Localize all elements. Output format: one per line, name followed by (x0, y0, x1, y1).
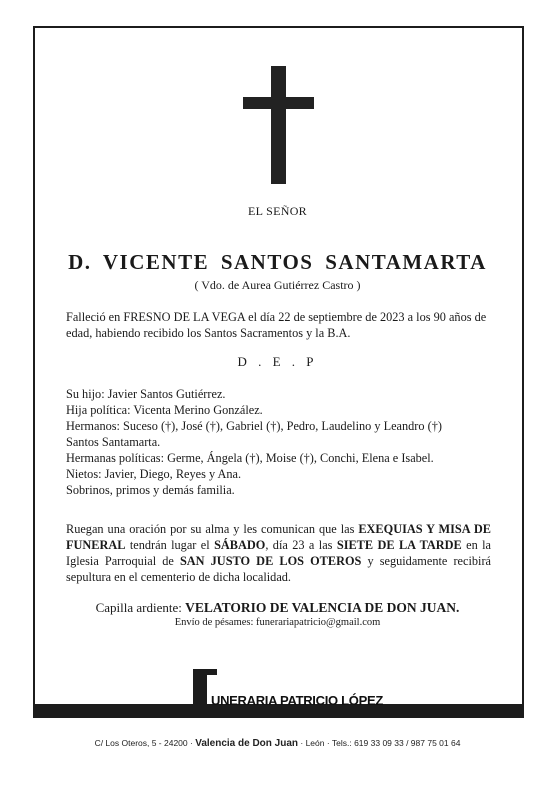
funeral-home-logo (193, 669, 383, 709)
footer-phones: · León · Tels.: 619 33 09 33 / 987 75 01 64 (298, 738, 461, 748)
header-title: EL SEÑOR (248, 204, 307, 218)
family-line: Hermanos: Suceso (†), José (†), Gabriel (†), Pedro, Laudelino y Leandro (†) (66, 419, 442, 433)
service-text: , día 23 a las (265, 538, 337, 552)
condolence-email: Envío de pésames: funerariapatricio@gmail.com (174, 617, 381, 628)
logo-f-icon (193, 669, 207, 709)
death-notice: Falleció en FRESNO DE LA VEGA el día 22 de septiembre de 2023 a los 90 años de edad, habiendo recibido los Santos Sacramentos y la B.A. (66, 310, 487, 340)
service-highlight: EXEQUIAS Y MISA DE FUNERAL (66, 522, 491, 552)
service-highlight: SÁBADO (214, 538, 266, 552)
deceased-name: D. VICENTE SANTOS SANTAMARTA (68, 250, 487, 274)
family-line: Nietos: Javier, Diego, Reyes y Ana. (66, 467, 242, 481)
cross-icon (271, 66, 286, 184)
service-details (66, 521, 491, 585)
footer-brand: Valencia de Don Juan (195, 738, 299, 749)
family-line: Su hijo: Javier Santos Gutiérrez. (66, 387, 226, 401)
logo-text: UNERARIA PATRICIO LÓPEZ (211, 693, 383, 708)
service-text: en la Iglesia Parroquial de (66, 538, 491, 568)
service-text: tendrán lugar el (125, 538, 215, 552)
capilla-label: Capilla ardiente: (95, 600, 186, 615)
capilla-ardiente (0, 600, 555, 616)
service-text: y seguidamente recibirá sepultura en el cementerio de dicha localidad. (66, 554, 491, 584)
capilla-value: VELATORIO DE VALENCIA DE DON JUAN. (185, 600, 460, 615)
service-text: Ruegan una oración por su alma y les comunican que las (66, 522, 359, 536)
service-highlight: SAN JUSTO DE LOS OTEROS (179, 554, 362, 568)
cross-icon-arm (243, 97, 314, 109)
widow-note: ( Vdo. de Aurea Gutiérrez Castro ) (194, 278, 361, 292)
family-list (66, 386, 491, 498)
family-line: Hija política: Vicenta Merino González. (66, 403, 263, 417)
service-highlight: SIETE DE LA TARDE (336, 538, 462, 552)
dep-label: D . E . P (237, 354, 318, 369)
family-line: Hermanas políticas: Germe, Ángela (†), Moise (†), Conchi, Elena e Isabel. (66, 451, 434, 465)
footer-address: C/ Los Oteros, 5 - 24200 · (94, 738, 196, 748)
family-line: Santos Santamarta. (66, 435, 161, 449)
family-line: Sobrinos, primos y demás familia. (66, 483, 235, 497)
footer-contact (0, 738, 555, 749)
